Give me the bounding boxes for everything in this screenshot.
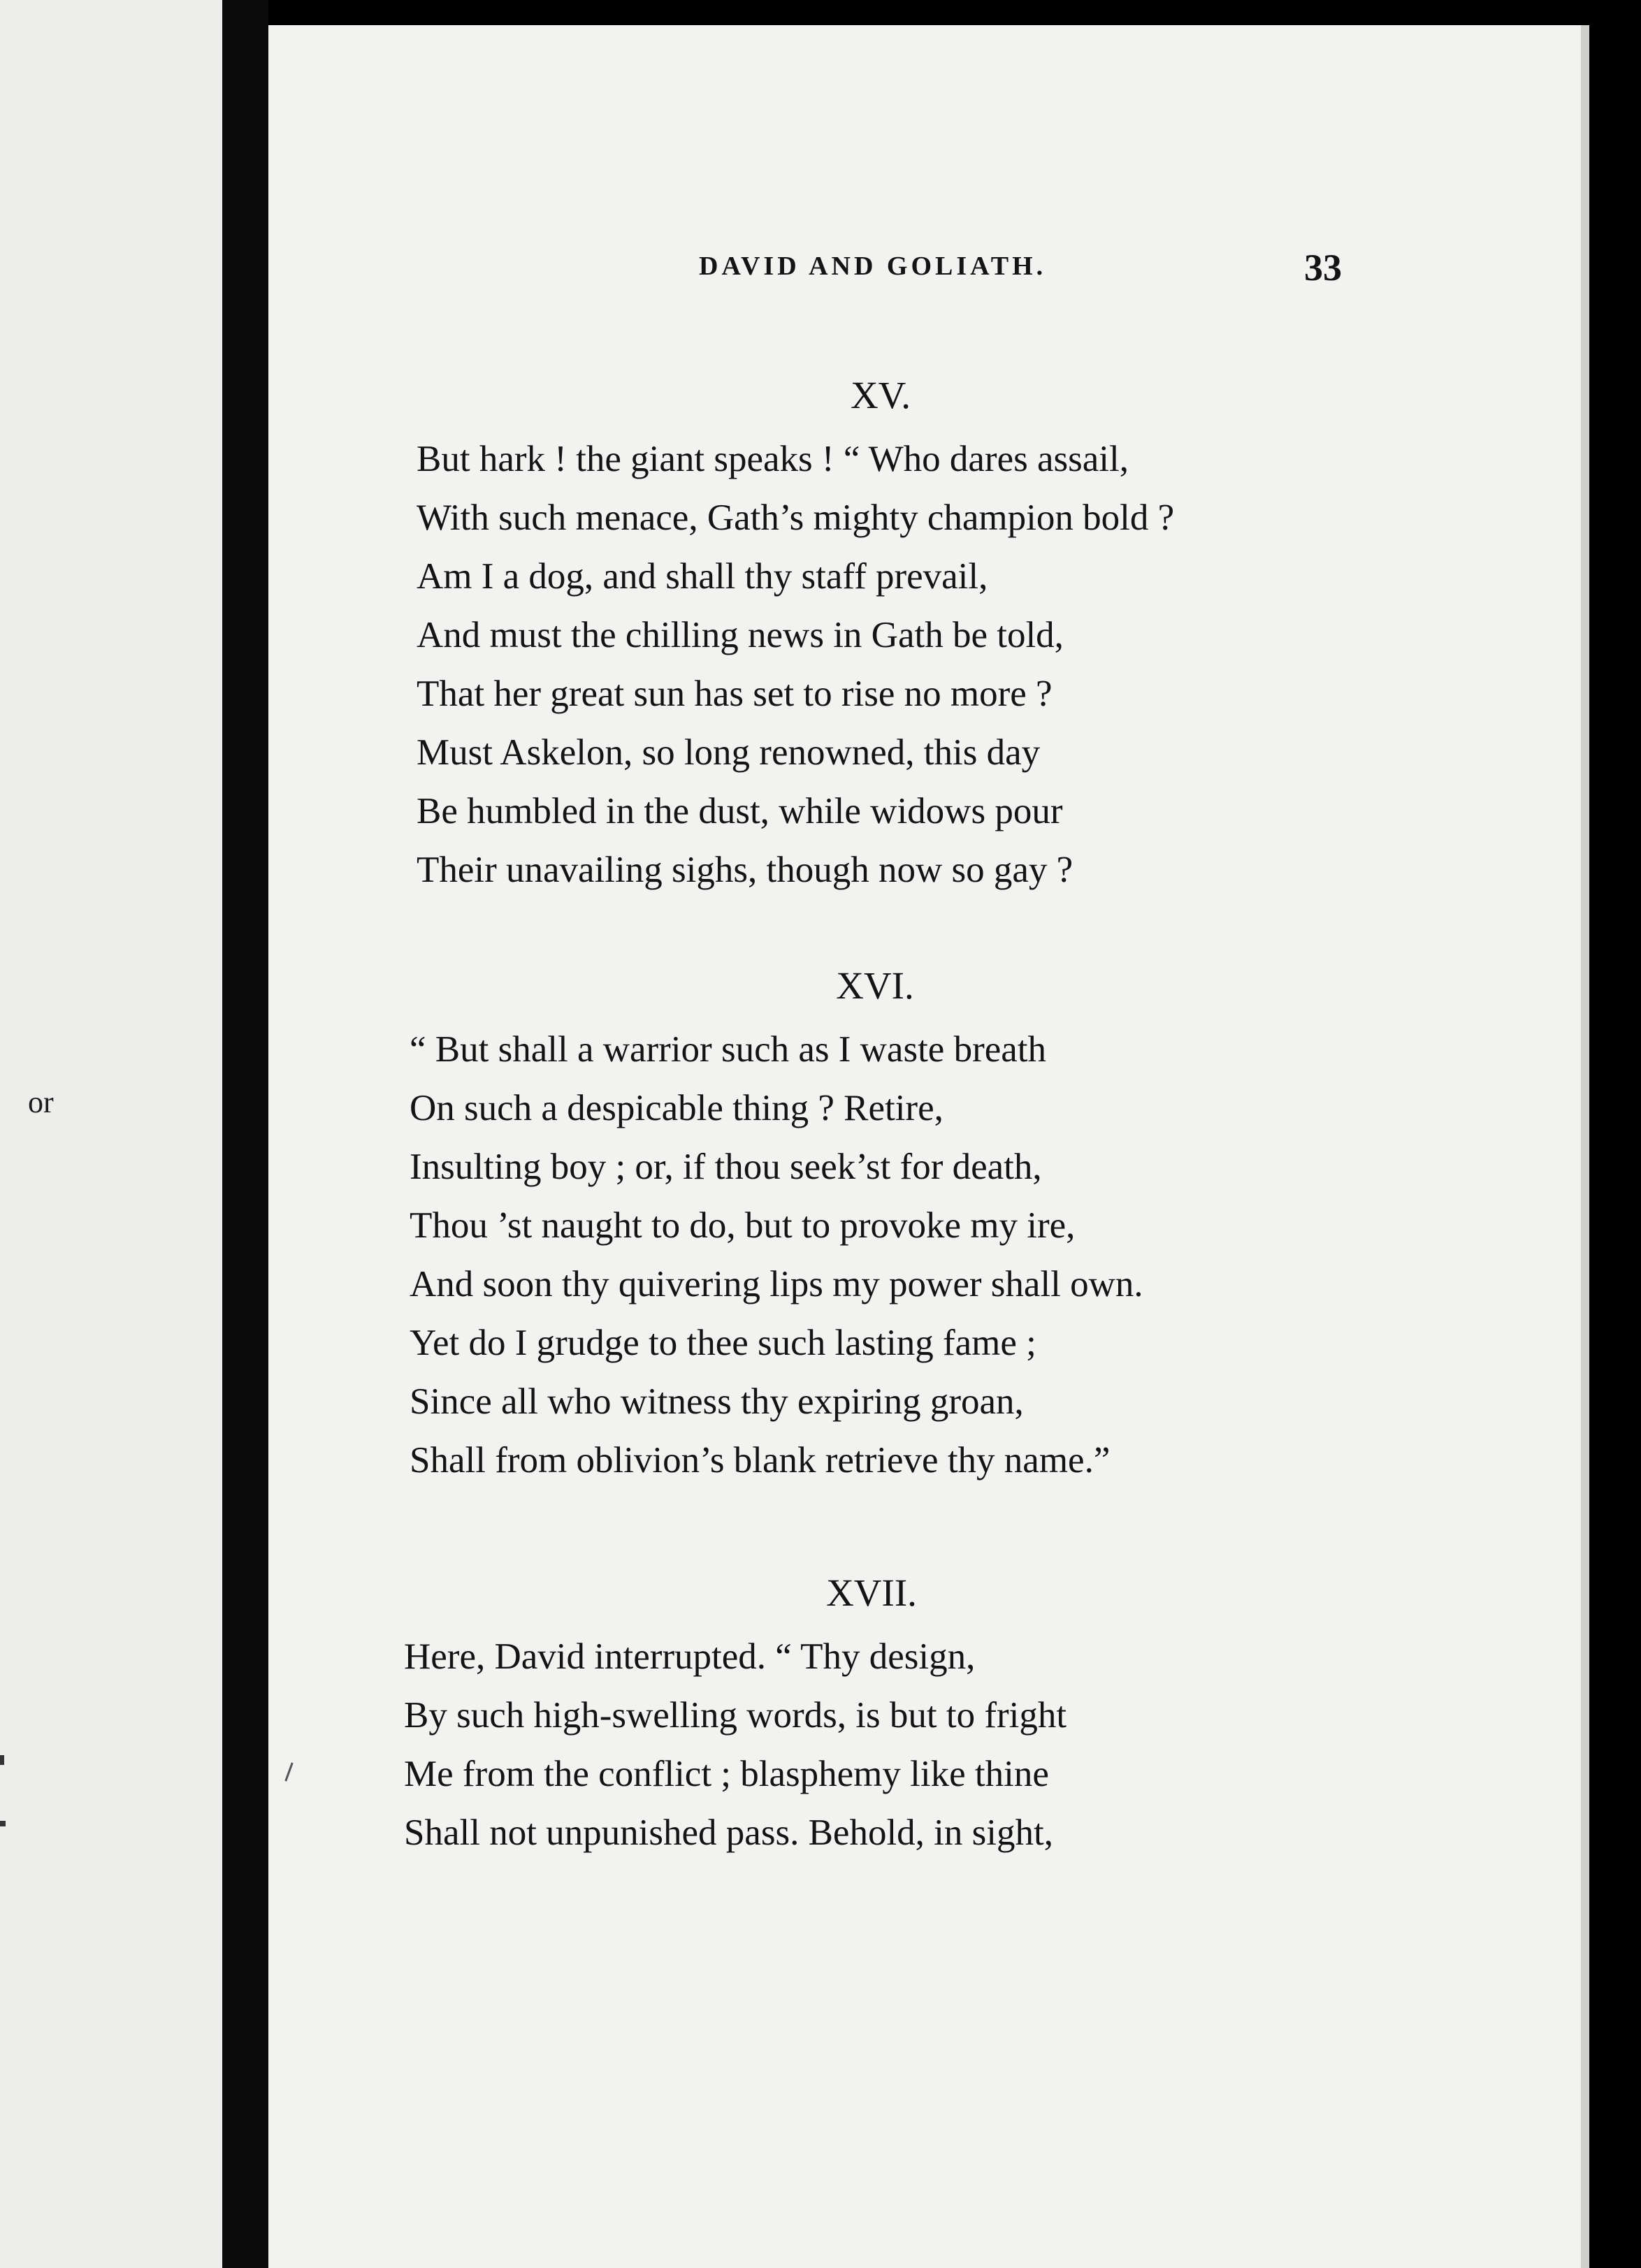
stanza-numeral: XVII. xyxy=(826,1571,917,1614)
verse-line: And soon thy quivering lips my power shall own. xyxy=(410,1264,1143,1304)
stanza-lines xyxy=(417,430,1174,899)
verse-line: Shall from oblivion’s blank retrieve thy name.” xyxy=(410,1440,1111,1481)
left-page-mark xyxy=(0,1755,4,1765)
verse-line: Since all who witness thy expiring groan, xyxy=(410,1381,1024,1422)
verse-line: And must the chilling news in Gath be told, xyxy=(417,615,1064,655)
verse-line: Me from the conflict ; blasphemy like thine xyxy=(404,1754,1049,1794)
left-page-mark xyxy=(0,1821,6,1826)
verse-line: Here, David interrupted. “ Thy design, xyxy=(404,1636,976,1677)
verse-line: Yet do I grudge to thee such lasting fame ; xyxy=(410,1323,1036,1363)
left-page xyxy=(0,0,222,2268)
verse-line: That her great sun has set to rise no more ? xyxy=(417,674,1053,714)
verse-line: On such a despicable thing ? Retire, xyxy=(410,1088,944,1128)
verse-line: Must Askelon, so long renowned, this day xyxy=(417,732,1041,773)
verse-line: Insulting boy ; or, if thou seek’st for death, xyxy=(410,1147,1042,1187)
page-edge xyxy=(1581,25,1589,2268)
verse-line: Shall not unpunished pass. Behold, in sight, xyxy=(404,1812,1053,1853)
verse-line: Am I a dog, and shall thy staff prevail, xyxy=(417,556,988,597)
verse-line: By such high-swelling words, is but to fright xyxy=(404,1695,1067,1736)
verse-line: Their unavailing sighs, though now so gay ? xyxy=(417,850,1073,890)
verse-line: Thou ’st naught to do, but to provoke my ire, xyxy=(410,1205,1076,1246)
verse-line: But hark ! the giant speaks ! “ Who dares assail, xyxy=(417,439,1129,479)
verse-line: “ But shall a warrior such as I waste breath xyxy=(410,1029,1046,1070)
stanza-numeral: XV. xyxy=(850,374,911,416)
verse-line: With such menace, Gath’s mighty champion bold ? xyxy=(417,497,1175,538)
left-page-fragment: or xyxy=(28,1085,54,1119)
book-gutter xyxy=(222,0,268,2268)
verse-line: Be humbled in the dust, while widows pour xyxy=(417,791,1063,831)
stanza-lines xyxy=(410,1020,1143,1490)
stanza-numeral: XVI. xyxy=(836,964,914,1007)
running-head: DAVID AND GOLIATH. xyxy=(699,252,1047,281)
stanza-lines xyxy=(404,1627,1067,1862)
page-number: 33 xyxy=(1304,247,1342,289)
